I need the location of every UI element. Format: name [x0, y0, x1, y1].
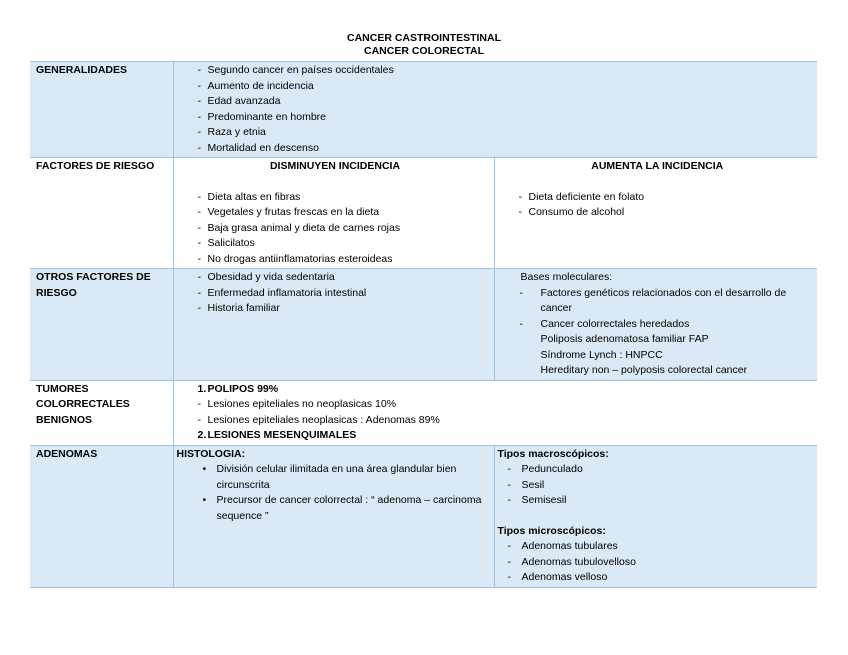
list-item — [180, 382, 815, 398]
macro-list — [498, 462, 815, 509]
list-item: - Dieta deficiente en folato — [501, 190, 815, 206]
row-otros — [30, 269, 817, 381]
title-line-1: CANCER CASTROINTESTINAL — [347, 32, 501, 44]
item-text: POLIPOS 99% — [207, 382, 279, 395]
aumenta-list — [501, 190, 815, 221]
title-line-2: CANCER COLORECTAL — [364, 45, 484, 57]
list-item — [180, 428, 815, 444]
document-title — [0, 32, 848, 58]
polipos-sublist — [180, 397, 815, 428]
macro-heading: Tipos macroscópicos: — [497, 447, 609, 460]
disminuyen-list — [180, 190, 491, 268]
bases-sub-3: Hereditary non – polyposis colorectal cancer — [540, 364, 748, 376]
list-item: - Pedunculado — [502, 462, 815, 478]
list-item: - Mortalidad en descenso — [180, 141, 815, 157]
content-table — [30, 61, 817, 588]
list-item: - Salicilatos — [180, 236, 491, 252]
list-item: - Dieta altas en fibras — [180, 190, 491, 206]
list-item: - Aumento de incidencia — [180, 79, 815, 95]
list-item: - Semisesil — [502, 493, 815, 509]
row-tumores — [30, 380, 817, 445]
bases-sub-1: Poliposis adenomatosa familiar FAP — [540, 333, 709, 345]
item-number: 2. — [197, 429, 207, 441]
list-item: - Predominante en hombre — [180, 110, 815, 126]
list-item: - No drogas antiinflamatorias esteroideas — [180, 252, 491, 268]
list-item: - Segundo cancer en países occidentales — [180, 63, 815, 79]
micro-heading: Tipos microscópicos: — [497, 524, 606, 537]
otros-list — [180, 270, 491, 317]
bases-heading: Bases moleculares: — [520, 271, 613, 283]
list-item: - Obesidad y vida sedentaria — [180, 270, 491, 286]
otros-left-cell — [173, 269, 494, 381]
bases-sub-2: Síndrome Lynch : HNPCC — [540, 348, 663, 361]
row-factores — [30, 158, 817, 269]
histologia-list — [177, 462, 491, 524]
label-generalidades: GENERALIDADES — [30, 62, 173, 158]
list-item: - Raza y etnia — [180, 125, 815, 141]
list-item: - Historia familiar — [180, 301, 491, 317]
list-item: • Precursor de cancer colorrectal : “ adenoma – carcinoma sequence ” — [177, 493, 491, 524]
list-item: - Lesiones epiteliales no neoplasicas 10% — [180, 397, 815, 413]
list-item: • División celular ilimitada en una área glandular bien circunscrita — [177, 462, 491, 493]
aumenta-heading: AUMENTA LA INCIDENCIA — [591, 160, 724, 172]
histologia-cell — [173, 445, 494, 587]
disminuyen-cell — [173, 158, 494, 269]
list-item: - Vegetales y frutas frescas en la dieta — [180, 205, 491, 221]
micro-list — [498, 539, 815, 586]
bases-cell — [494, 269, 817, 381]
tipos-cell — [494, 445, 817, 587]
row-generalidades — [30, 62, 817, 158]
list-item: - Adenomas tubulares — [502, 539, 815, 555]
list-item: - Enfermedad inflamatoria intestinal — [180, 286, 491, 302]
list-item: - Baja grasa animal y dieta de carnes rojas — [180, 221, 491, 237]
list-item: - Cancer colorrectales heredados — [501, 317, 815, 333]
tumores-list — [180, 382, 815, 398]
disminuyen-heading: DISMINUYEN INCIDENCIA — [269, 160, 401, 172]
label-adenomas: ADENOMAS — [30, 445, 173, 587]
aumenta-cell — [494, 158, 817, 269]
list-item: - Adenomas velloso — [502, 570, 815, 586]
label-tumores: TUMORES COLORRECTALES BENIGNOS — [30, 380, 173, 445]
label-factores: FACTORES DE RIESGO — [30, 158, 173, 269]
row-adenomas — [30, 445, 817, 587]
generalidades-list — [180, 63, 815, 156]
bases-list — [501, 286, 815, 333]
label-otros: OTROS FACTORES DE RIESGO — [30, 269, 173, 381]
list-item: - Lesiones epiteliales neoplasicas : Adenomas 89% — [180, 413, 815, 429]
list-item: - Consumo de alcohol — [501, 205, 815, 221]
list-item: - Sesil — [502, 478, 815, 494]
item-text: LESIONES MESENQUIMALES — [207, 429, 357, 441]
list-item: - Adenomas tubulovelloso — [502, 555, 815, 571]
tumores-content — [173, 380, 817, 445]
tumores-list-2 — [180, 428, 815, 444]
histologia-heading: HISTOLOGIA: — [176, 447, 246, 460]
generalidades-content — [173, 62, 817, 158]
list-item: - Factores genéticos relacionados con el desarrollo de cancer — [501, 286, 815, 317]
item-number: 1. — [197, 382, 207, 395]
list-item: - Edad avanzada — [180, 94, 815, 110]
